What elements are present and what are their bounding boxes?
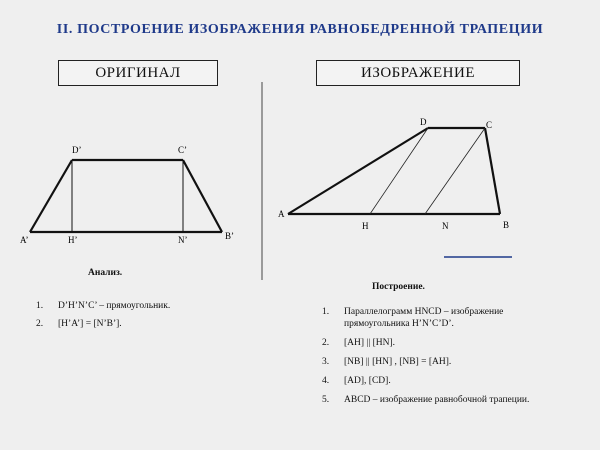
analysis-item-number: 2. bbox=[36, 319, 44, 329]
analysis-item-number: 1. bbox=[36, 301, 44, 311]
construction-item-number: 4. bbox=[322, 376, 330, 386]
label-c-prime: C’ bbox=[178, 145, 187, 155]
original-label: ОРИГИНАЛ bbox=[95, 65, 181, 81]
label-a-prime: A’ bbox=[20, 235, 29, 245]
label-c: C bbox=[486, 120, 493, 130]
original-right-leg bbox=[183, 160, 222, 232]
image-label: ИЗОБРАЖЕНИЕ bbox=[361, 65, 475, 81]
analysis-heading: Анализ. bbox=[88, 268, 123, 278]
construction-item bbox=[322, 394, 562, 406]
original-trapezoid bbox=[30, 160, 222, 232]
construction-item-number: 5. bbox=[322, 395, 330, 405]
label-b: B bbox=[503, 220, 510, 230]
label-n: N bbox=[442, 221, 449, 231]
construction-item bbox=[322, 375, 562, 387]
construction-item bbox=[322, 337, 562, 349]
construction-heading: Построение. bbox=[372, 282, 425, 292]
construction-item-text: Параллелограмм HNCD – изображение прямоугольника H’N’C’D’. bbox=[344, 307, 504, 329]
construction-item-text: [AD], [CD]. bbox=[344, 376, 391, 386]
construction-item bbox=[322, 306, 562, 330]
image-segment-dh bbox=[370, 128, 428, 214]
analysis-item-text: [H’A’] = [N’B’]. bbox=[58, 319, 122, 329]
construction-item-number: 2. bbox=[322, 338, 330, 348]
image-right-leg bbox=[485, 128, 500, 214]
image-trapezoid bbox=[288, 128, 500, 214]
image-segment-cn bbox=[425, 128, 485, 214]
construction-item-number: 3. bbox=[322, 357, 330, 367]
label-b-prime: B’ bbox=[225, 231, 234, 241]
label-a: A bbox=[278, 209, 285, 219]
label-d-prime: D’ bbox=[72, 145, 82, 155]
analysis-list bbox=[36, 300, 256, 336]
analysis-item bbox=[36, 318, 256, 330]
label-h: H bbox=[362, 221, 369, 231]
label-n-prime: N’ bbox=[178, 235, 188, 245]
image-left-leg bbox=[288, 128, 428, 214]
label-h-prime: H’ bbox=[68, 235, 78, 245]
label-d: D bbox=[420, 117, 427, 127]
construction-list bbox=[322, 306, 562, 413]
construction-item-text: [NB] || [HN] , [NB] = [AH]. bbox=[344, 357, 452, 367]
analysis-item bbox=[36, 300, 256, 312]
construction-item-text: [AH] || [HN]. bbox=[344, 338, 396, 348]
construction-item bbox=[322, 356, 562, 368]
analysis-item-text: D’H’N’C’ – прямоугольник. bbox=[58, 301, 171, 311]
construction-item-text: ABCD – изображение равнобочной трапеции. bbox=[344, 395, 530, 405]
original-left-leg bbox=[30, 160, 72, 232]
construction-item-number: 1. bbox=[322, 307, 330, 317]
page-title: II. ПОСТРОЕНИЕ ИЗОБРАЖЕНИЯ РАВНОБЕДРЕННОЙ ТРАПЕЦИИ bbox=[56, 22, 544, 37]
